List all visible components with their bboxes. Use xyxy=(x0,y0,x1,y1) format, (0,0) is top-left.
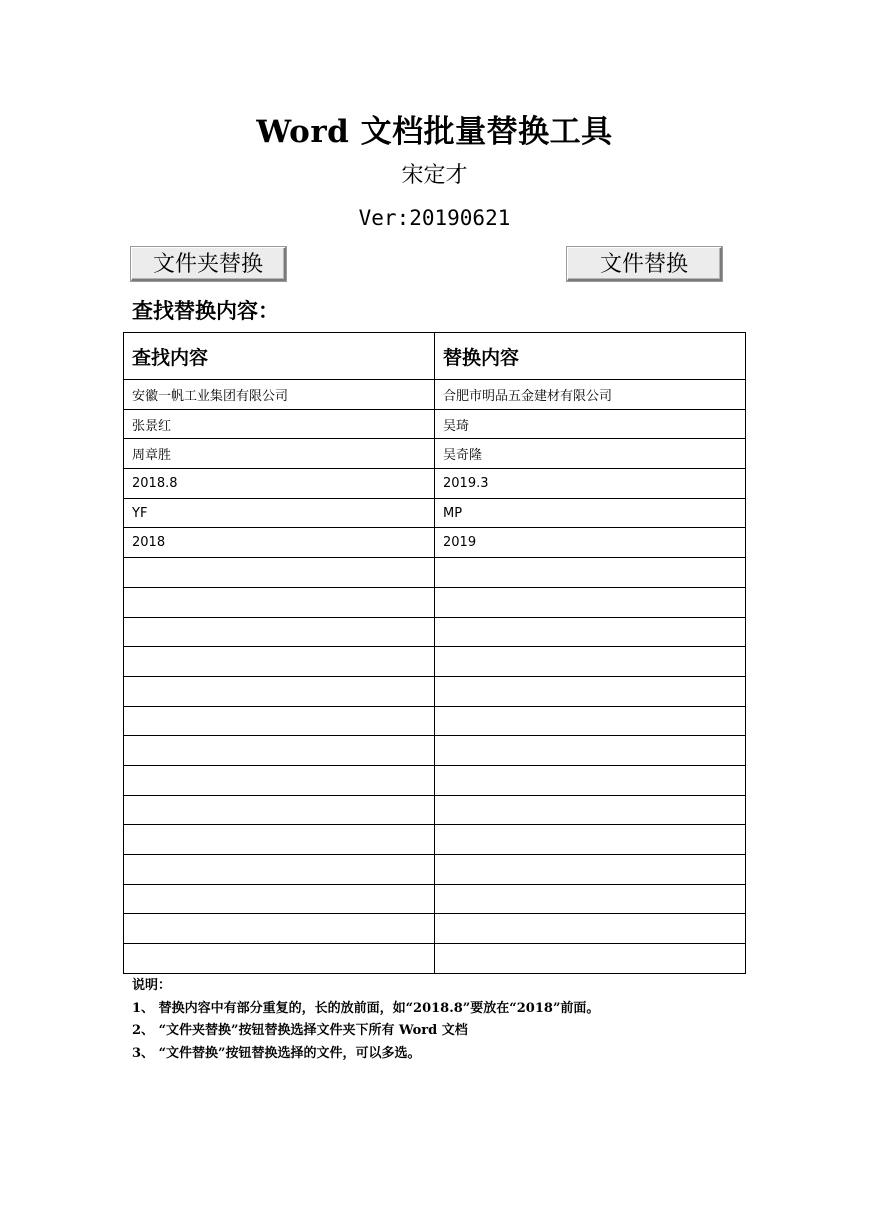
replace-cell[interactable] xyxy=(435,914,746,944)
find-cell[interactable]: 周章胜 xyxy=(124,439,435,469)
find-cell[interactable] xyxy=(124,587,435,617)
replace-cell[interactable] xyxy=(435,765,746,795)
table-row xyxy=(124,647,746,677)
table-row xyxy=(124,469,746,499)
table-row xyxy=(124,439,746,469)
replace-cell[interactable] xyxy=(435,558,746,588)
page-title: Word 文档批量替换工具 xyxy=(256,114,613,150)
replace-cell[interactable]: 吴琦 xyxy=(435,409,746,439)
find-cell[interactable]: 2018 xyxy=(124,528,435,558)
find-cell[interactable] xyxy=(124,558,435,588)
replace-cell[interactable] xyxy=(435,706,746,736)
table-row xyxy=(124,558,746,588)
table-row xyxy=(124,825,746,855)
file-replace-button[interactable]: 文件替换 xyxy=(567,247,722,281)
section-label: 查找替换内容： xyxy=(132,299,279,323)
table-row xyxy=(124,617,746,647)
version-label: Ver:20190621 xyxy=(358,206,511,230)
replace-cell[interactable]: 吴奇隆 xyxy=(435,439,746,469)
replace-cell[interactable] xyxy=(435,587,746,617)
replace-cell[interactable]: 2019 xyxy=(435,528,746,558)
find-cell[interactable] xyxy=(124,706,435,736)
folder-replace-button[interactable]: 文件夹替换 xyxy=(131,247,286,281)
replace-cell[interactable]: 合肥市明品五金建材有限公司 xyxy=(435,380,746,410)
replace-cell[interactable] xyxy=(435,795,746,825)
replace-cell[interactable]: MP xyxy=(435,498,746,528)
replace-cell[interactable] xyxy=(435,855,746,885)
table-row xyxy=(124,795,746,825)
find-cell[interactable]: YF xyxy=(124,498,435,528)
table-row xyxy=(124,914,746,944)
table-row xyxy=(124,736,746,766)
note-item: 2、 “文件夹替换”按钮替换选择文件夹下所有 Word 文档 xyxy=(132,1023,468,1038)
find-cell[interactable] xyxy=(124,825,435,855)
author-name: 宋定才 xyxy=(401,163,468,188)
find-cell[interactable] xyxy=(124,617,435,647)
table-row xyxy=(124,498,746,528)
table-row xyxy=(124,706,746,736)
find-cell[interactable] xyxy=(124,914,435,944)
find-cell[interactable] xyxy=(124,855,435,885)
table-row xyxy=(124,855,746,885)
table-row xyxy=(124,409,746,439)
replace-cell[interactable] xyxy=(435,676,746,706)
find-cell[interactable] xyxy=(124,647,435,677)
table-row xyxy=(124,944,746,974)
notes xyxy=(132,975,599,1065)
find-cell[interactable] xyxy=(124,736,435,766)
table-row xyxy=(124,765,746,795)
find-cell[interactable] xyxy=(124,884,435,914)
find-cell[interactable] xyxy=(124,795,435,825)
note-item: 3、 “文件替换”按钮替换选择的文件，可以多选。 xyxy=(132,1045,421,1061)
replace-cell[interactable] xyxy=(435,884,746,914)
find-cell[interactable]: 张景红 xyxy=(124,409,435,439)
notes-heading: 说明： xyxy=(132,978,172,993)
find-cell[interactable] xyxy=(124,944,435,974)
replace-cell[interactable] xyxy=(435,944,746,974)
table-header-row xyxy=(124,333,746,380)
replace-cell[interactable] xyxy=(435,736,746,766)
find-cell[interactable]: 2018.8 xyxy=(124,469,435,499)
find-cell[interactable] xyxy=(124,676,435,706)
replace-cell[interactable]: 2019.3 xyxy=(435,469,746,499)
header-find: 查找内容 xyxy=(124,333,435,380)
replace-cell[interactable] xyxy=(435,647,746,677)
find-replace-table xyxy=(123,332,746,974)
find-cell[interactable] xyxy=(124,765,435,795)
replace-cell[interactable] xyxy=(435,617,746,647)
header-replace: 替换内容 xyxy=(435,333,746,380)
table-row xyxy=(124,528,746,558)
find-cell[interactable]: 安徽一帆工业集团有限公司 xyxy=(124,380,435,410)
note-item: 1、 替换内容中有部分重复的，长的放前面，如“2018.8”要放在“2018”前面。 xyxy=(132,1000,600,1016)
replace-cell[interactable] xyxy=(435,825,746,855)
table-row xyxy=(124,587,746,617)
table-row xyxy=(124,884,746,914)
table-row xyxy=(124,380,746,410)
table-row xyxy=(124,676,746,706)
